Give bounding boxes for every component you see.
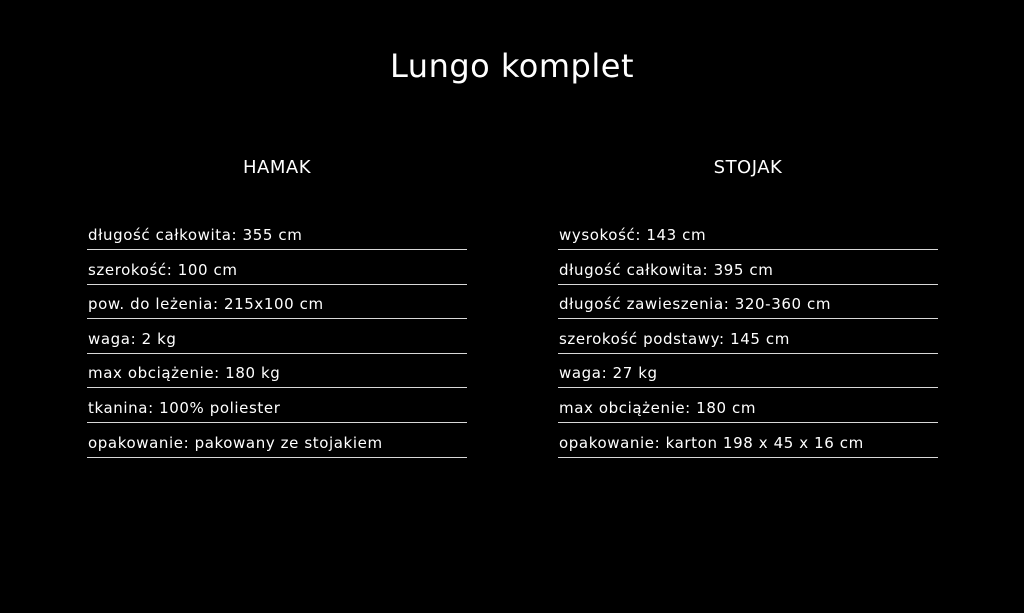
spec-item: wysokość: 143 cm <box>558 217 938 250</box>
page-title: Lungo komplet <box>390 47 634 85</box>
spec-item: waga: 27 kg <box>558 355 938 388</box>
spec-item: opakowanie: pakowany ze stojakiem <box>87 425 467 458</box>
stojak-spec-list <box>558 217 938 458</box>
spec-item: waga: 2 kg <box>87 321 467 354</box>
spec-item: pow. do leżenia: 215x100 cm <box>87 286 467 319</box>
spec-item: opakowanie: karton 198 x 45 x 16 cm <box>558 425 938 458</box>
hamak-column <box>87 155 467 459</box>
stojak-column <box>558 155 938 459</box>
stojak-heading: STOJAK <box>713 157 783 178</box>
spec-item: długość całkowita: 395 cm <box>558 252 938 285</box>
spec-item: szerokość podstawy: 145 cm <box>558 321 938 354</box>
spec-item: tkanina: 100% poliester <box>87 390 467 423</box>
spec-item: długość całkowita: 355 cm <box>87 217 467 250</box>
spec-item: max obciążenie: 180 cm <box>558 390 938 423</box>
hamak-spec-list <box>87 217 467 458</box>
hamak-heading: HAMAK <box>243 157 311 178</box>
spec-item: długość zawieszenia: 320-360 cm <box>558 286 938 319</box>
spec-item: max obciążenie: 180 kg <box>87 355 467 388</box>
spec-item: szerokość: 100 cm <box>87 252 467 285</box>
